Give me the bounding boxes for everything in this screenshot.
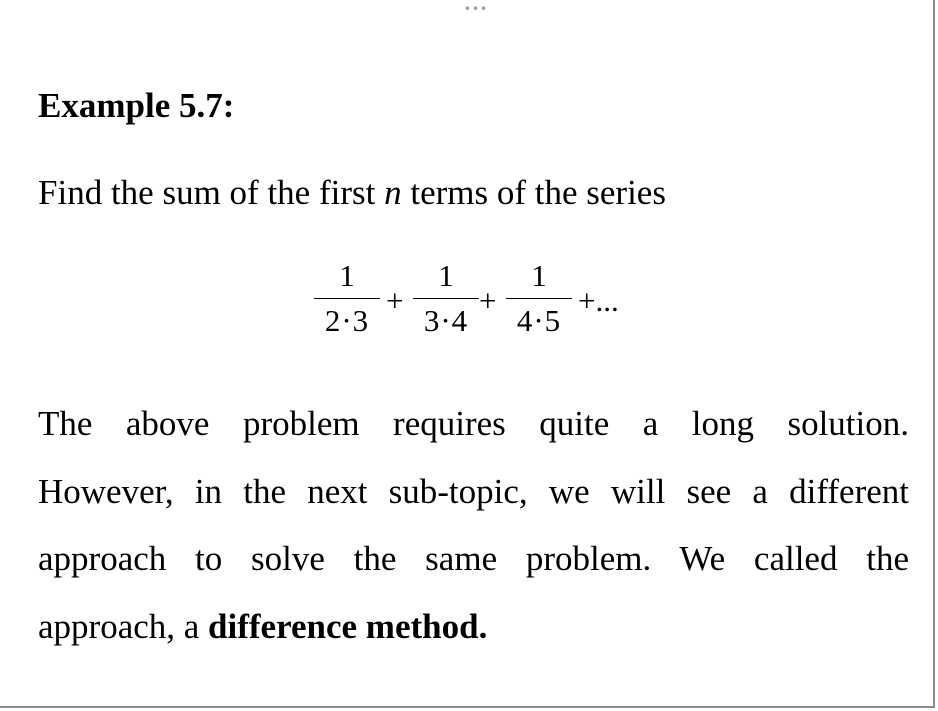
denominator: 4·5 [516, 303, 562, 338]
series-expression [310, 256, 640, 356]
paragraph-line-1: The above problem requires quite a long solution. [38, 404, 909, 443]
paragraph-line-4 [38, 593, 909, 661]
term-difference-method: difference method. [208, 606, 488, 646]
intro-text-after: terms of the series [401, 173, 666, 212]
denominator: 2·3 [324, 303, 370, 338]
series-tail: +... [578, 283, 619, 318]
fraction-term-1 [310, 256, 384, 343]
denominator: 3·4 [423, 303, 469, 338]
fraction-term-3 [502, 256, 576, 343]
fraction-term-2 [409, 256, 483, 343]
variable-n: n [384, 173, 402, 212]
numerator: 1 [438, 258, 454, 293]
more-options-icon[interactable]: ••• [463, 2, 489, 16]
numerator: 1 [531, 258, 547, 293]
numerator: 1 [339, 258, 355, 293]
plus-operator: + [386, 283, 404, 318]
explanation-paragraph [38, 390, 909, 660]
paragraph-line-3: approach to solve the same problem. We called the [38, 539, 909, 578]
problem-statement [38, 171, 666, 215]
paragraph-line-2: However, in the next sub-topic, we will see a different [38, 471, 909, 511]
example-heading: Example 5.7: [38, 86, 235, 125]
line4-text: approach, a [38, 606, 209, 646]
plus-operator: + [479, 283, 497, 318]
intro-text-before: Find the sum of the first [38, 173, 385, 212]
